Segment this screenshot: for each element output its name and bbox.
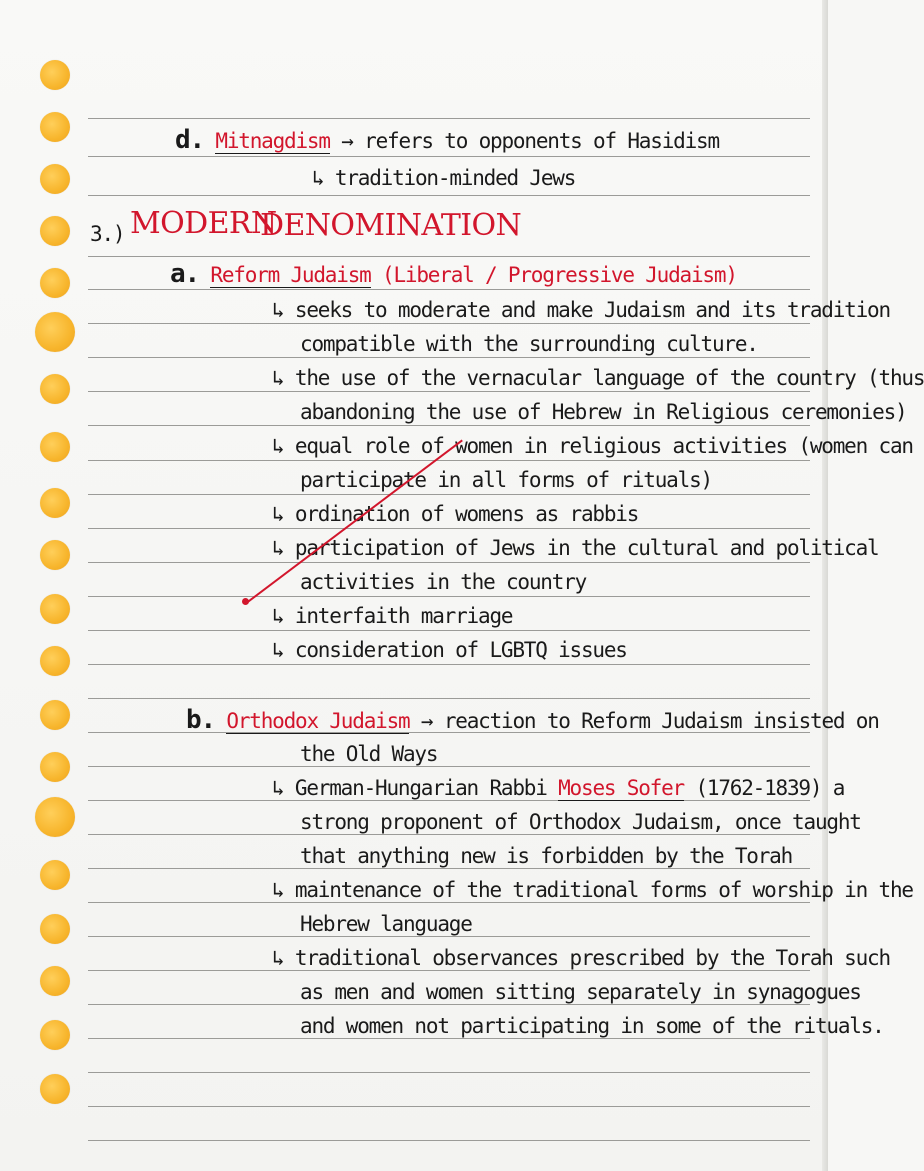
ruled-line (88, 323, 810, 324)
definition: reaction to Reform Judaism insisted on (443, 709, 879, 733)
binder-hole (40, 432, 70, 462)
binder-hole (40, 700, 70, 730)
reform-point-2 (272, 366, 924, 390)
reform-point-4 (272, 502, 638, 526)
point-text: traditional observances prescribed by the Torah such (294, 946, 890, 970)
orthodox-point-2 (272, 878, 913, 902)
section-d-sub: ↳ tradition-minded Jews (312, 166, 576, 190)
ruled-line (88, 1038, 810, 1039)
reform-point-5 (272, 536, 879, 560)
binder-hole (40, 646, 70, 676)
bullet-arrow-icon: ↳ (272, 434, 284, 458)
ruled-line (88, 289, 810, 290)
binder-hole (40, 752, 70, 782)
reform-point-2-cont: abandoning the use of Hebrew in Religious ceremonies) (300, 400, 907, 424)
ruled-line (88, 902, 810, 903)
bullet-arrow-icon: ↳ (272, 946, 284, 970)
binder-hole (40, 112, 70, 142)
reform-point-3-cont: participate in all forms of rituals) (300, 468, 712, 492)
reform-heading (170, 259, 737, 289)
binder-hole (40, 860, 70, 890)
orthodox-point-3-cont: as men and women sitting separately in synagogues (300, 980, 861, 1004)
term-orthodox-judaism: Orthodox Judaism (226, 709, 410, 733)
ruled-line (88, 630, 810, 631)
reform-point-5-cont: activities in the country (300, 570, 587, 594)
orthodox-heading (186, 705, 879, 735)
ruled-line (88, 970, 810, 971)
binder-hole (40, 540, 70, 570)
ruled-line (88, 357, 810, 358)
term-mitnagdism: Mitnagdism (215, 129, 330, 153)
section-3-number: 3.) (90, 222, 125, 246)
point-text-years: (1762-1839) a (695, 776, 845, 800)
ruled-line (88, 425, 810, 426)
bullet-arrow-icon: ↳ (272, 776, 284, 800)
ruled-line (88, 118, 810, 119)
ruled-line (88, 1140, 810, 1141)
bullet-arrow-icon: ↳ (272, 638, 284, 662)
definition: refers to opponents of Hasidism (364, 129, 719, 153)
ruled-line (88, 494, 810, 495)
binder-hole (35, 797, 75, 837)
binder-hole (40, 1074, 70, 1104)
orthodox-point-2-cont: Hebrew language (300, 912, 472, 936)
section-letter: b. (186, 705, 215, 735)
ruled-line (88, 256, 810, 257)
binder-hole (40, 914, 70, 944)
arrow-icon: → (341, 129, 353, 153)
binder-hole (40, 488, 70, 518)
ruled-line (88, 1106, 810, 1107)
section-3-title-word1: MODERN (130, 206, 277, 241)
reform-point-7 (272, 638, 627, 662)
binder-hole (40, 216, 70, 246)
ruled-line (88, 156, 810, 157)
ruled-line (88, 562, 810, 563)
section-letter: a. (170, 259, 199, 289)
term-reform-judaism: Reform Judaism (210, 263, 371, 287)
bullet-arrow-icon: ↳ (272, 878, 284, 902)
point-text: German-Hungarian Rabbi (294, 776, 547, 800)
reform-point-6 (272, 604, 512, 628)
binder-hole (40, 268, 70, 298)
binder-hole (40, 60, 70, 90)
ruled-line (88, 195, 810, 196)
orthodox-definition-cont: the Old Ways (300, 742, 438, 766)
ruled-line (88, 834, 810, 835)
binder-hole (40, 594, 70, 624)
point-text: participation of Jews in the cultural and political (294, 536, 879, 560)
binder-hole (40, 1020, 70, 1050)
point-text: ordination of womens as rabbis (294, 502, 639, 526)
arrow-icon: → (420, 709, 433, 733)
reform-point-1 (272, 298, 890, 322)
ruled-line (88, 528, 810, 529)
reform-point-1-cont: compatible with the surrounding culture. (300, 332, 758, 356)
point-text: consideration of LGBTQ issues (294, 638, 627, 662)
point-text: seeks to moderate and make Judaism and its tradition (294, 298, 890, 322)
ruled-line (88, 800, 810, 801)
orthodox-point-3 (272, 946, 890, 970)
section-d-line (175, 125, 719, 155)
alt-names: (Liberal / Progressive Judaism) (382, 263, 737, 287)
orthodox-point-3-cont2: and women not participating in some of the rituals. (300, 1014, 884, 1038)
ruled-line (88, 1072, 810, 1073)
ruled-line (88, 596, 810, 597)
point-text: maintenance of the traditional forms of worship in the (294, 878, 913, 902)
ruled-line (88, 664, 810, 665)
ruled-line (88, 766, 810, 767)
binder-hole (40, 374, 70, 404)
binder-hole (40, 164, 70, 194)
reform-point-3 (272, 434, 913, 458)
ruled-line (88, 460, 810, 461)
bullet-arrow-icon: ↳ (272, 298, 284, 322)
section-letter: d. (175, 125, 204, 155)
point-text: interfaith marriage (294, 604, 513, 628)
bullet-arrow-icon: ↳ (272, 604, 284, 628)
ruled-line (88, 698, 810, 699)
name-moses-sofer: Moses Sofer (558, 776, 684, 800)
point-text: equal role of women in religious activities (women can (294, 434, 913, 458)
orthodox-point-1-cont2: that anything new is forbidden by the Torah (300, 844, 793, 868)
bullet-arrow-icon: ↳ (272, 502, 284, 526)
binder-hole (35, 312, 75, 352)
ruled-line (88, 1004, 810, 1005)
orthodox-point-1-cont: strong proponent of Orthodox Judaism, once taught (300, 810, 861, 834)
red-dot-mark (242, 598, 249, 605)
ruled-line (88, 936, 810, 937)
section-3-title-word2: DENOMINATION (260, 208, 522, 243)
bullet-arrow-icon: ↳ (272, 536, 284, 560)
binder-hole (40, 966, 70, 996)
ruled-line (88, 868, 810, 869)
ruled-line (88, 391, 810, 392)
bullet-arrow-icon: ↳ (272, 366, 284, 390)
point-text: the use of the vernacular language of the country (thus (294, 366, 924, 390)
orthodox-point-1 (272, 776, 844, 800)
